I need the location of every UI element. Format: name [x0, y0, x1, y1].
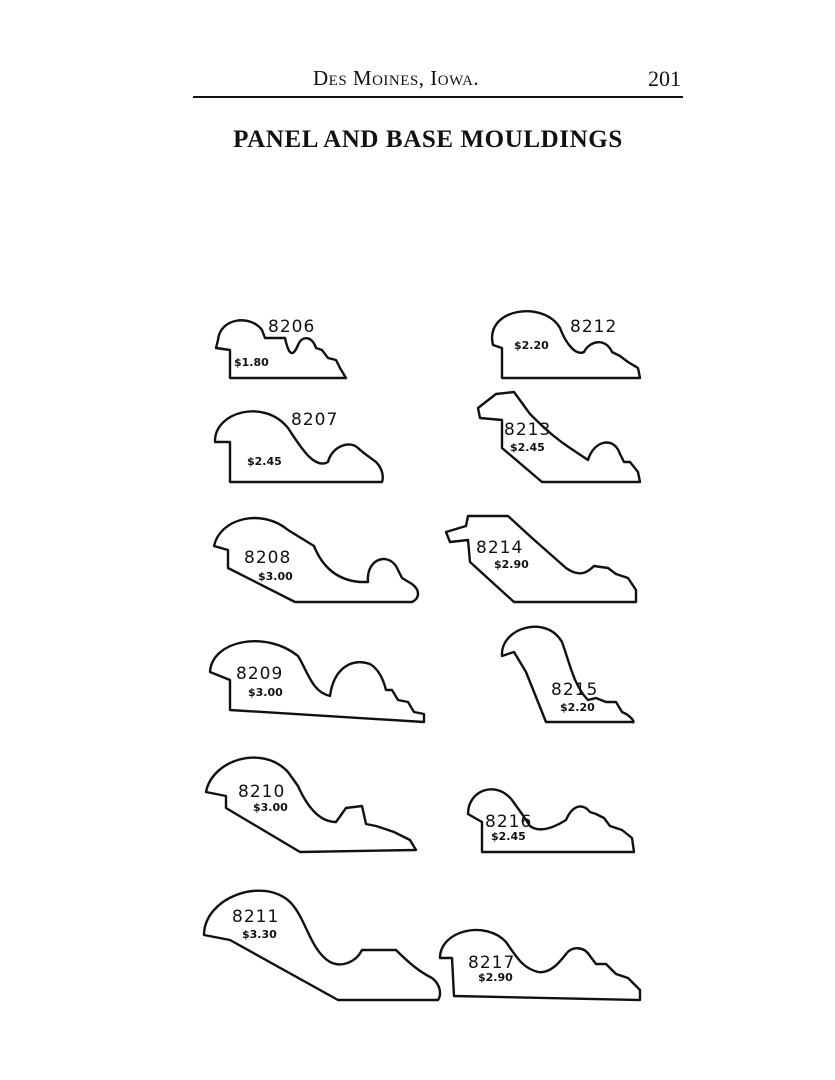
moulding-number: 8206	[268, 317, 316, 337]
moulding-price: $3.00	[253, 801, 288, 814]
moulding-8216	[468, 789, 634, 852]
moulding-number: 8208	[244, 548, 292, 568]
moulding-price: $1.80	[234, 356, 269, 369]
moulding-price: $3.00	[248, 686, 283, 699]
moulding-price: $3.30	[242, 928, 277, 941]
moulding-8209	[210, 641, 424, 722]
moulding-price: $2.90	[478, 971, 513, 984]
moulding-price: $2.45	[491, 830, 526, 843]
moulding-number: 8214	[476, 538, 524, 558]
page-title: PANEL AND BASE MOULDINGS	[233, 126, 623, 153]
moulding-8214	[446, 516, 636, 602]
moulding-number: 8207	[291, 410, 339, 430]
moulding-price: $2.45	[510, 441, 545, 454]
page-number: 201	[648, 66, 681, 91]
moulding-price: $2.20	[514, 339, 549, 352]
moulding-profile-shape	[446, 516, 636, 602]
moulding-8215	[502, 627, 634, 723]
moulding-number: 8211	[232, 907, 280, 927]
moulding-price: $2.45	[247, 455, 282, 468]
moulding-8212	[492, 311, 640, 378]
moulding-8211	[204, 891, 440, 1000]
moulding-8206	[216, 317, 346, 378]
moulding-8208	[214, 518, 418, 602]
moulding-8213	[478, 392, 640, 482]
moulding-number: 8212	[570, 317, 618, 337]
moulding-profile-shape	[478, 392, 640, 482]
moulding-price: $2.90	[494, 558, 529, 571]
moulding-price: $3.00	[258, 570, 293, 583]
moulding-number: 8213	[504, 420, 552, 440]
moulding-8207	[215, 410, 383, 482]
moulding-8210	[206, 758, 416, 852]
moulding-price: $2.20	[560, 701, 595, 714]
moulding-number: 8216	[485, 812, 533, 832]
moulding-number: 8209	[236, 664, 284, 684]
moulding-number: 8217	[468, 953, 516, 973]
moulding-number: 8215	[551, 680, 599, 700]
running-head: Des Moines, Iowa.	[313, 66, 480, 90]
moulding-number: 8210	[238, 782, 286, 802]
moulding-8217	[440, 930, 640, 1000]
moulding-profile-shape	[206, 758, 416, 852]
